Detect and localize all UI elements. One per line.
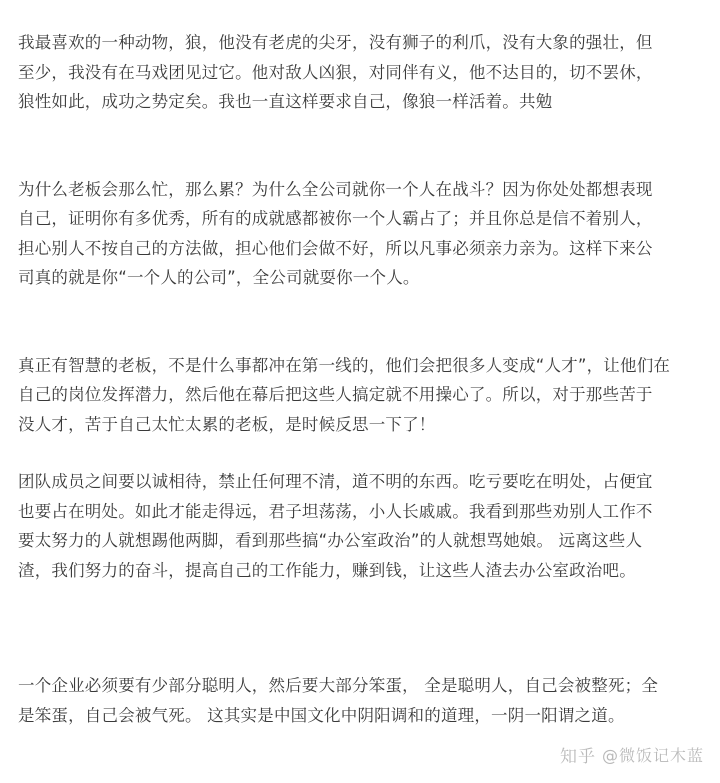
- paragraph-team: 团队成员之间要以诚相待，禁止任何理不清，道不明的东西。吃亏要吃在明处，占便宜 也要占在明处。如此才能走得远，君子坦荡荡，小人长戚戚。我看到那些劝别人工作不 要太努力的人就想踢他两脚，看到那些搞“办公室政治”的人就想骂她娘。 远离这些人 渣，我们努力的奋斗，提高自己的工作能力，赚到钱，让这些人渣去办公室政治吧。: [18, 472, 653, 580]
- article-body: [18, 28, 718, 730]
- paragraph-spacer: [18, 439, 718, 467]
- watermark-site: 知乎: [559, 747, 596, 767]
- watermark-author: @微饭记木蓝: [601, 746, 704, 765]
- paragraph-spacer: [18, 117, 718, 175]
- paragraph-wise-boss: 真正有智慧的老板，不是什么事都冲在第一线的，他们会把很多人变成“人才”，让他们在 自己的岗位发挥潜力，然后他在幕后把这些人搞定就不用操心了。所以，对于那些苦于 没人才，苦于自己太忙太累的老板，是时候反思一下了！: [18, 355, 671, 434]
- zhihu-watermark: [560, 742, 704, 767]
- paragraph-spacer: [18, 293, 718, 351]
- paragraph-wolf: 我最喜欢的一种动物，狼，他没有老虎的尖牙，没有狮子的利爪，没有大象的强壮，但 至少，我没有在马戏团见过它。他对敌人凶狠，对同伴有义，他不达目的，切不罢休， 狼性如此，成功之势定矣。我也一直这样要求自己，像狼一样活着。共勉: [18, 33, 653, 111]
- paragraph-spacer: [18, 585, 718, 671]
- paragraph-company: 一个企业必须要有少部分聪明人，然后要大部分笨蛋， 全是聪明人，自己会被整死；全 是笨蛋，自己会被气死。 这其实是中国文化中阴阳调和的道理，一阴一阳谓之道。: [18, 676, 659, 725]
- paragraph-busy-boss: 为什么老板会那么忙，那么累？为什么全公司就你一个人在战斗？因为你处处都想表现 自己，证明你有多优秀，所有的成就感都被你一个人霸占了；并且你总是信不着别人， 担心别人不按自己的方法做，担心他们会做不好，所以凡事必须亲力亲为。这样下来公 司真的就是你“一个人的公司”，全公司就耍你一个人。: [18, 179, 653, 287]
